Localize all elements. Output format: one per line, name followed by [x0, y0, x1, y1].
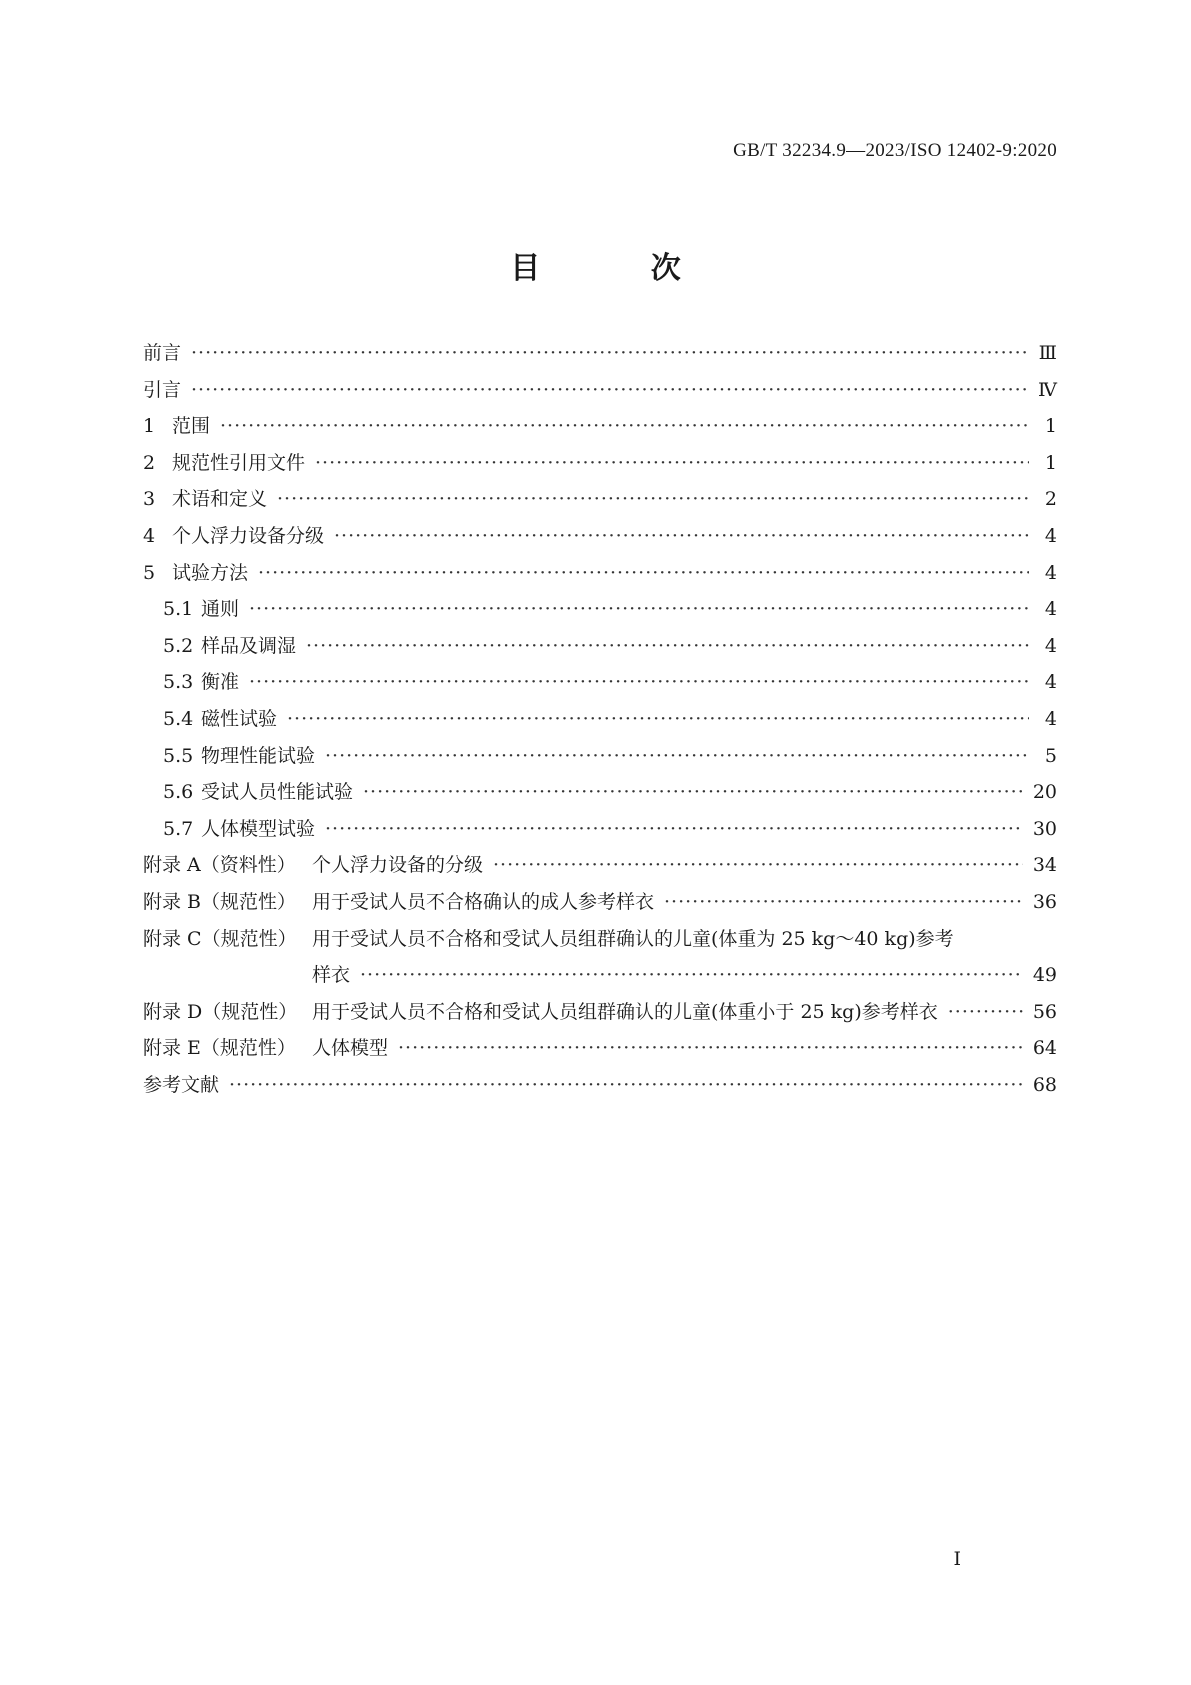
toc-leader-dots	[258, 562, 1029, 584]
toc-entry-5-7[interactable]	[143, 814, 1057, 851]
toc-entry-1[interactable]	[143, 411, 1057, 448]
toc-entry-number: 5.1	[163, 598, 194, 621]
appendix-label: 附录 D（规范性）	[143, 1000, 298, 1023]
toc-entry-appendix-a[interactable]	[143, 850, 1057, 887]
toc-entry-page: 36	[1032, 890, 1057, 913]
toc-leader-dots	[249, 598, 1029, 620]
toc-entry-number: 5.3	[163, 671, 194, 694]
toc-entry-page: 20	[1032, 781, 1057, 804]
toc-entry-number: 3	[143, 488, 156, 511]
toc-entry-number: 5.7	[163, 817, 194, 840]
toc-entry-introduction[interactable]	[143, 375, 1057, 412]
toc-entry-text: 受试人员性能试验	[201, 781, 354, 804]
toc-leader-dots	[220, 415, 1029, 437]
toc-entry-number: 1	[143, 415, 156, 438]
toc-entry-page: Ⅲ	[1038, 342, 1057, 364]
toc-entry-appendix-b[interactable]	[143, 887, 1057, 924]
toc-entry-5-1[interactable]	[143, 594, 1057, 631]
toc-leader-dots	[191, 379, 1028, 401]
toc-entry-text: 术语和定义	[172, 488, 268, 511]
toc-entry-bibliography[interactable]	[143, 1070, 1057, 1107]
toc-entry-page: 30	[1032, 817, 1057, 840]
toc-title: 目 次	[510, 251, 731, 286]
toc-entry-page: 68	[1032, 1073, 1057, 1096]
toc-leader-dots	[493, 854, 1023, 876]
toc-entry-number: 5.4	[163, 707, 194, 730]
toc-entry-5[interactable]	[143, 558, 1057, 595]
toc-entry-text: 引言	[143, 378, 182, 401]
toc-entry-page: 4	[1044, 671, 1057, 694]
toc-entry-number: 5.5	[163, 744, 194, 767]
toc-entry-number: 4	[143, 524, 156, 547]
toc-leader-dots	[315, 452, 1029, 474]
toc-entry-text: 试验方法	[172, 561, 249, 584]
toc-entry-number: 2	[143, 451, 156, 474]
toc-entry-number: 5.2	[163, 634, 194, 657]
toc-leader-dots	[325, 745, 1029, 767]
page-number: I	[953, 1548, 961, 1570]
toc-entry-text: 用于受试人员不合格和受试人员组群确认的儿童(体重小于 25 kg)参考样衣	[312, 1000, 938, 1023]
toc-entry-appendix-c[interactable]	[143, 924, 1057, 997]
toc-entry-5-6[interactable]	[143, 777, 1057, 814]
toc-leader-dots	[306, 635, 1029, 657]
toc-entry-5-2[interactable]	[143, 631, 1057, 668]
toc-leader-dots	[664, 891, 1023, 913]
toc-entry-3[interactable]	[143, 484, 1057, 521]
toc-leader-dots	[325, 818, 1023, 840]
toc-entry-number: 5.6	[163, 781, 194, 804]
toc-leader-dots	[948, 1001, 1023, 1023]
toc-entry-appendix-d[interactable]	[143, 997, 1057, 1034]
toc-entry-text: 范围	[172, 415, 211, 438]
toc-entry-text: 物理性能试验	[201, 744, 316, 767]
toc-entry-page: 4	[1044, 634, 1057, 657]
toc-entry-page: 1	[1044, 415, 1057, 438]
toc-entry-5-4[interactable]	[143, 704, 1057, 741]
toc-entry-appendix-e[interactable]	[143, 1033, 1057, 1070]
toc-leader-dots	[191, 342, 1029, 364]
toc-entry-text: 人体模型试验	[201, 817, 316, 840]
toc-entry-page: 4	[1044, 561, 1057, 584]
toc-entry-text: 个人浮力设备分级	[172, 524, 325, 547]
toc-entry-text-continued: 样衣	[312, 964, 351, 987]
toc-entry-page: 4	[1044, 598, 1057, 621]
toc-entry-text: 用于受试人员不合格确认的成人参考样衣	[312, 890, 655, 913]
toc-leader-dots	[287, 708, 1029, 730]
toc-entry-text: 规范性引用文件	[172, 451, 306, 474]
toc-entry-text: 参考文献	[143, 1073, 220, 1096]
document-code: GB/T 32234.9—2023/ISO 12402-9:2020	[733, 140, 1057, 161]
toc-entry-page: 4	[1044, 707, 1057, 730]
toc-entry-foreword[interactable]	[143, 338, 1057, 375]
toc-entry-page: 64	[1032, 1037, 1057, 1060]
toc-entry-text: 前言	[143, 342, 182, 364]
appendix-label: 附录 E（规范性）	[143, 1037, 296, 1060]
toc-entry-page: 56	[1032, 1000, 1057, 1023]
toc-entry-5-5[interactable]	[143, 741, 1057, 778]
toc-entry-4[interactable]	[143, 521, 1057, 558]
toc-entry-5-3[interactable]	[143, 667, 1057, 704]
toc-entry-text: 衡准	[201, 671, 240, 694]
toc-entry-text: 磁性试验	[201, 707, 278, 730]
toc-entry-page: Ⅳ	[1038, 378, 1057, 401]
toc-leader-dots	[277, 488, 1029, 510]
toc-entry-number: 5	[143, 561, 156, 584]
toc-entry-page: 1	[1044, 451, 1057, 474]
toc-leader-dots	[398, 1037, 1023, 1059]
toc-entry-page: 49	[1032, 964, 1057, 987]
toc-entry-text: 人体模型	[312, 1037, 389, 1060]
toc-leader-dots	[229, 1074, 1023, 1096]
appendix-label: 附录 A（资料性）	[143, 854, 296, 877]
toc-entry-2[interactable]	[143, 448, 1057, 485]
toc-entry-text: 通则	[201, 598, 240, 621]
toc-entry-page: 5	[1044, 744, 1057, 767]
toc-leader-dots	[360, 964, 1023, 986]
toc-entry-page: 4	[1044, 524, 1057, 547]
appendix-label: 附录 B（规范性）	[143, 890, 297, 913]
toc-entry-text: 用于受试人员不合格和受试人员组群确认的儿童(体重为 25 kg～40 kg)参考	[312, 927, 954, 950]
toc-entry-page: 2	[1044, 488, 1057, 511]
toc-leader-dots	[334, 525, 1029, 547]
table-of-contents	[143, 338, 1057, 1106]
toc-entry-text: 样品及调湿	[201, 634, 297, 657]
toc-leader-dots	[249, 671, 1029, 693]
appendix-label: 附录 C（规范性）	[143, 927, 297, 950]
toc-entry-page: 34	[1032, 854, 1057, 877]
toc-entry-text: 个人浮力设备的分级	[312, 854, 484, 877]
toc-leader-dots	[363, 781, 1023, 803]
